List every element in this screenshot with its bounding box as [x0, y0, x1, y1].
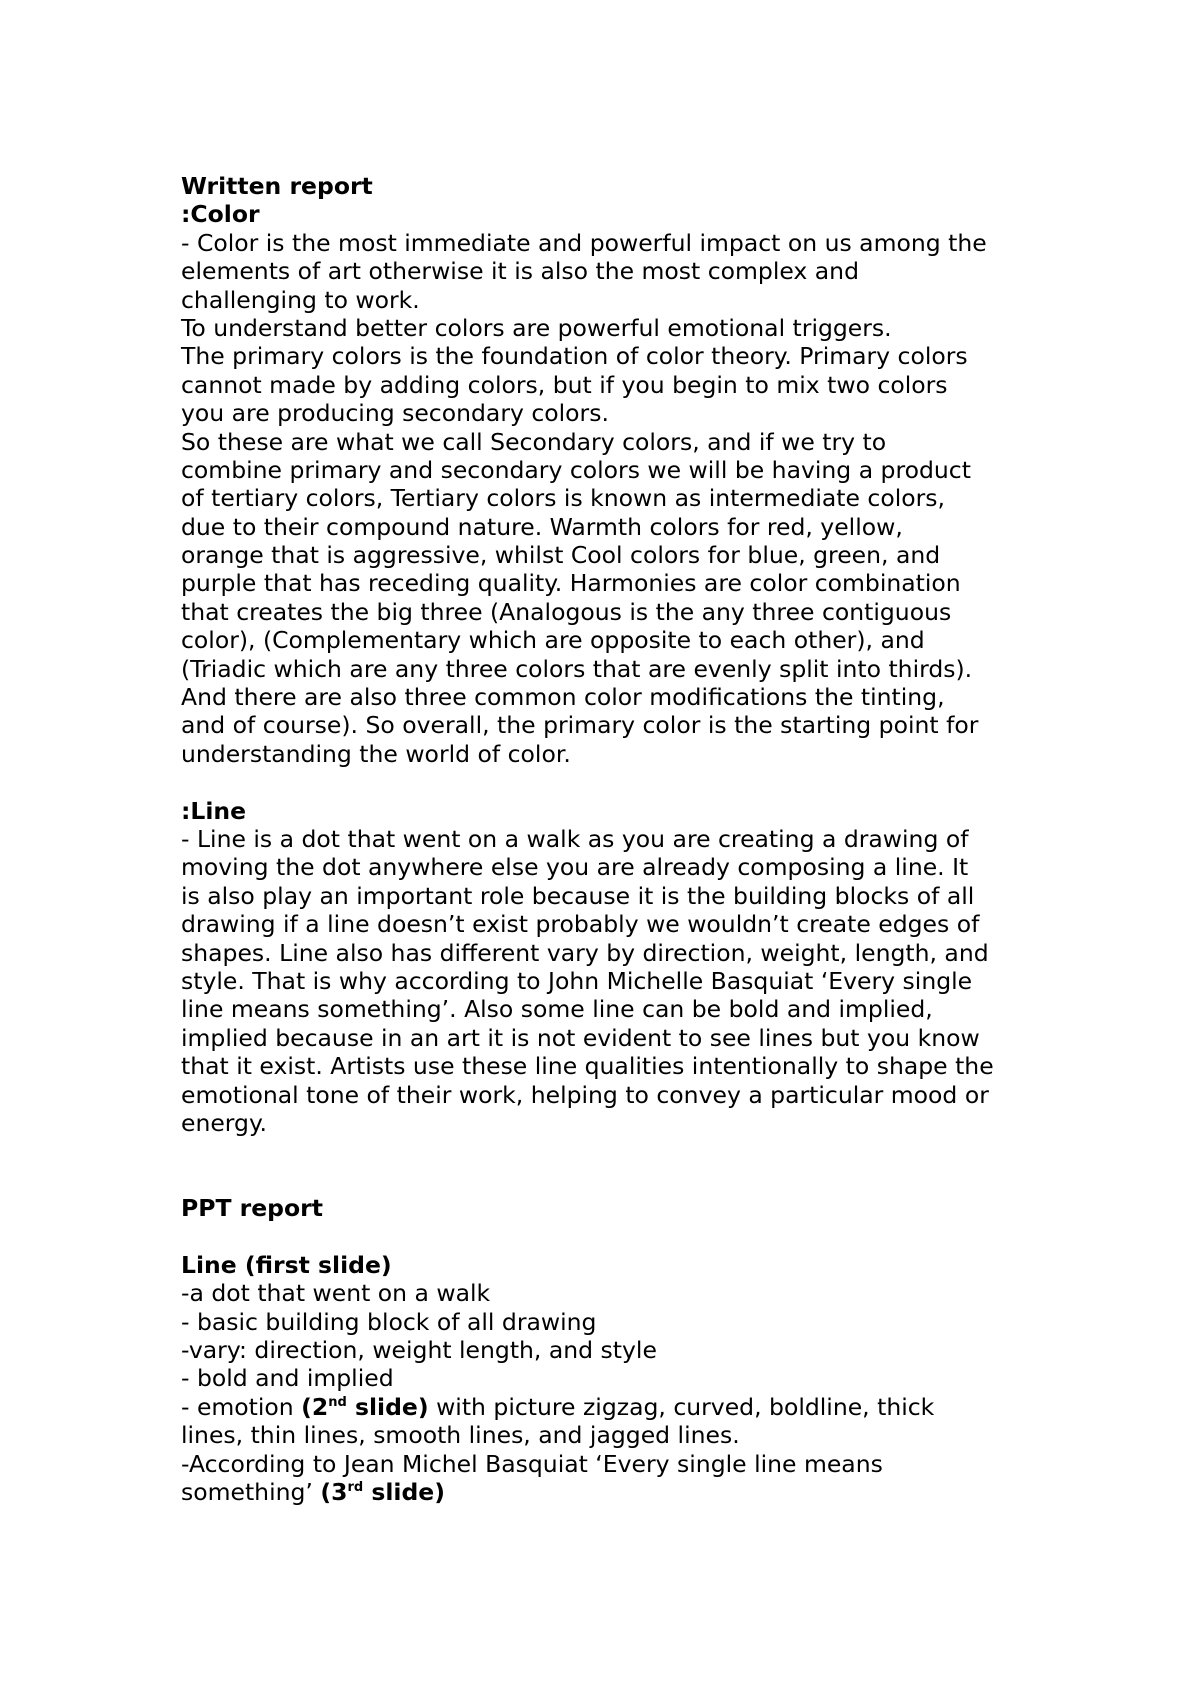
- slide-reference: [320, 1478, 445, 1506]
- paragraph-line: color), (Complementary which are opposite to each other), and: [181, 626, 925, 655]
- paragraph-line: understanding the world of color.: [181, 739, 571, 768]
- paragraph-line: and of course). So overall, the primary color is the starting point for: [181, 711, 979, 740]
- quote-end: something’: [181, 1477, 321, 1506]
- paragraph-line: moving the dot anywhere else you are already composing a line. It: [181, 853, 969, 882]
- slide-reference-close: slide): [346, 1392, 429, 1421]
- paragraph-line: orange that is aggressive, whilst Cool colors for blue, green, and: [181, 541, 941, 570]
- slide-reference-open: (2: [301, 1392, 329, 1421]
- paragraph-line: due to their compound nature. Warmth colors for red, yellow,: [181, 512, 903, 541]
- bullet-item-according: -According to Jean Michel Basquiat ‘Every single line means: [181, 1449, 883, 1478]
- bullet-item: - bold and implied: [181, 1364, 394, 1393]
- paragraph-line: energy.: [181, 1108, 268, 1137]
- slide-reference: [301, 1393, 428, 1421]
- paragraph-line: that creates the big three (Analogous is the any three contiguous: [181, 597, 952, 626]
- paragraph-line: implied because in an art it is not evident to see lines but you know: [181, 1023, 980, 1052]
- paragraph-line: challenging to work.: [181, 285, 420, 314]
- paragraph-line: shapes. Line also has different vary by direction, weight, length, and: [181, 938, 989, 967]
- spacer: [181, 1222, 1041, 1250]
- paragraph-line: And there are also three common color modifications the tinting,: [181, 683, 945, 712]
- paragraph-line: cannot made by adding colors, but if you begin to mix two colors: [181, 370, 948, 399]
- paragraph-line: drawing if a line doesn’t exist probably we wouldn’t create edges of: [181, 910, 980, 939]
- written-report-title: Written report: [181, 172, 373, 200]
- paragraph-line: To understand better colors are powerful emotional triggers.: [181, 313, 892, 342]
- color-paragraph: [181, 229, 1041, 768]
- spacer: [181, 1166, 1041, 1194]
- paragraph-line: line means something’. Also some line can be bold and implied,: [181, 995, 933, 1024]
- color-heading: :Color: [181, 200, 260, 229]
- document-body: [181, 172, 1041, 1506]
- ordinal-suffix: rd: [347, 1479, 364, 1495]
- paragraph-line: you are producing secondary colors.: [181, 399, 609, 428]
- paragraph-line: that it exist. Artists use these line qualities intentionally to shape the: [181, 1052, 994, 1081]
- bullet-item: -vary: direction, weight length, and style: [181, 1336, 657, 1365]
- paragraph-line: purple that has receding quality. Harmonies are color combination: [181, 569, 961, 598]
- bullet-item: - basic building block of all drawing: [181, 1307, 597, 1336]
- spacer: [181, 1137, 1041, 1165]
- paragraph-line: - Color is the most immediate and powerful impact on us among the: [181, 228, 987, 257]
- paragraph-line: combine primary and secondary colors we will be having a product: [181, 455, 971, 484]
- paragraph-line: is also play an important role because it is the building blocks of all: [181, 881, 975, 910]
- paragraph-line: So these are what we call Secondary colors, and if we try to: [181, 427, 887, 456]
- bullet-continuation: lines, thin lines, smooth lines, and jagged lines.: [181, 1421, 740, 1450]
- paragraph-line: of tertiary colors, Tertiary colors is known as intermediate colors,: [181, 484, 946, 513]
- bullet-continuation: [181, 1478, 1041, 1506]
- spacer: [181, 768, 1041, 796]
- emotion-prefix: - emotion: [181, 1392, 302, 1421]
- paragraph-line: (Triadic which are any three colors that are evenly split into thirds).: [181, 654, 973, 683]
- bullet-item: -a dot that went on a walk: [181, 1279, 491, 1308]
- paragraph-line: - Line is a dot that went on a walk as you are creating a drawing of: [181, 824, 969, 853]
- paragraph-line: elements of art otherwise it is also the most complex and: [181, 257, 859, 286]
- paragraph-line: The primary colors is the foundation of color theory. Primary colors: [181, 342, 968, 371]
- emotion-rest: with picture zigzag, curved, boldline, thick: [428, 1392, 935, 1421]
- ordinal-suffix: nd: [328, 1394, 347, 1410]
- slide-reference-open: (3: [320, 1477, 348, 1506]
- paragraph-line: emotional tone of their work, helping to convey a particular mood or: [181, 1080, 989, 1109]
- bullet-item-emotion: [181, 1393, 1041, 1421]
- paragraph-line: style. That is why according to John Michelle Basquiat ‘Every single: [181, 966, 973, 995]
- slide-heading: Line (first slide): [181, 1250, 392, 1279]
- slide-reference-close: slide): [363, 1477, 445, 1506]
- ppt-report-title: PPT report: [181, 1194, 323, 1223]
- line-heading: :Line: [181, 796, 247, 825]
- line-paragraph: [181, 825, 1041, 1137]
